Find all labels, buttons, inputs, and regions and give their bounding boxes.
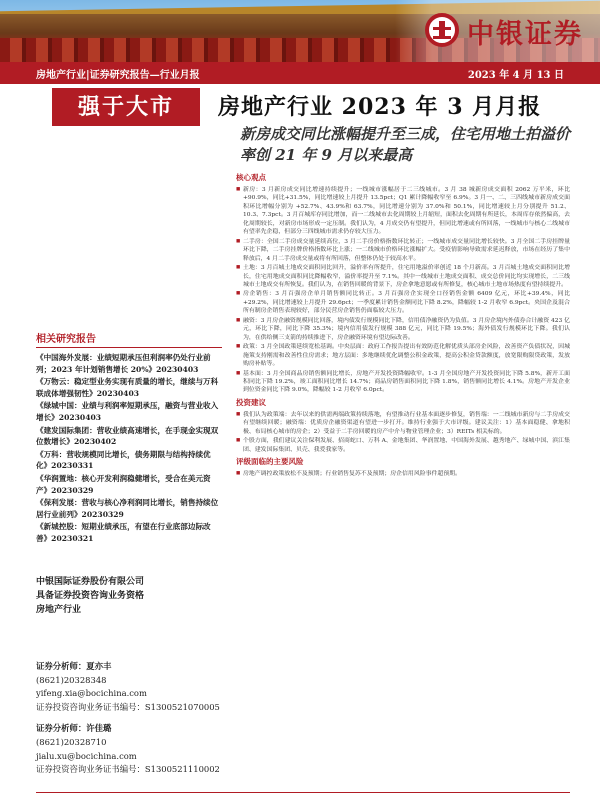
left-column [36, 330, 222, 546]
core-paragraph: ■ 政策：3 月全国政策延续宽松基调。中央层面：政府工作报告提出有效防范化解优质头部房企风险，改善资产负债状况，因城施策支持刚需和改善性住房需求；地方层面：多地继续优化调整公积金政策，提高公积金贷款额度，放宽限购限贷政策，发放购房补贴等。 [236, 343, 570, 368]
footer-divider [36, 792, 570, 793]
report-date: 2023 年 4 月 13 日 [467, 70, 564, 81]
core-paragraph: ■ 基本面：3 月全国商品房销售额同比增长，房地产开发投资降幅收窄。1-3 月全国房地产开发投资同比下降 5.8%，新开工面积同比下降 19.2%，竣工面积同比增长 14.7%；商品房销售面积同比下降 1.8%，销售额同比增长 4.1%。房地产开发企业到位资金同比下降 9.0%，降幅较 1-2 月收窄 6.0pct。 [236, 370, 570, 395]
company-sector: 房地产行业 [36, 605, 82, 615]
related-report[interactable]: 《中国海外发展：业绩短期承压但利润率仍处行业前列；2023 年计划销售增长 20%》20230403 [36, 353, 211, 374]
analyst-info [36, 660, 222, 777]
invest-paragraph: ■ 个股方面，我们建议关注保利发展、招商蛇口、万科 A、金地集团、华润置地、中国海外发展、越秀地产、绿城中国、滨江集团、建发国际集团、贝壳、我爱我家等。 [236, 437, 570, 454]
related-report[interactable]: 《绿城中国：业绩与利润率短期承压，融资与营业收入增长》20230403 [36, 401, 219, 422]
analyst-cert: 证券投资咨询业务证书编号：S1300521070005 [36, 701, 220, 712]
risk-heading: 评级面临的主要风险 [236, 457, 304, 467]
related-report[interactable]: 《建发国际集团：营收业绩高速增长，在手现金实现双位数增长》20230402 [36, 425, 219, 447]
analyst-name: 证券分析师：许佳璐 [36, 723, 112, 734]
risk-body [236, 470, 570, 478]
core-view-heading: 核心观点 [236, 173, 266, 182]
core-paragraph: ■ 二手房：全国二手房成交量延续高位，3 月二手房价格指数环比转正；一线城市成交量同比增长较快。3 月全国二手房挂牌量环比下降，二手房挂牌价格指数环比上涨；一二线城市价格环比涨幅扩大。受疫情影响导致需求延迟释放，市场在经历了集中释放后，4 月二手房成交量或将有所回落，但整体仍处于较高水平。 [236, 238, 570, 263]
invest-paragraph: ■ 我们认为政策端：去年以来的供需两端政策持续落地，有望推动行业基本面逐步修复，销售端：一二线城市新房与二手房成交有望继续回暖；融资端：优质房企融资渠道有望进一步打开。维持行业强于大市评级。建议关注：1）基本面稳健、拿地积极、布局核心城市的房企；2）受益于二手房回暖的房产中介与物业管理企业；3）REITs 相关标的。 [236, 411, 570, 436]
report-subtitle: 新房成交同比涨幅提升至三成，住宅用地土拍溢价率创 21 年 9 月以来最高 [240, 125, 571, 164]
category-strip [0, 62, 600, 84]
related-reports-heading: 相关研究报告 [36, 330, 222, 348]
analyst-name: 证券分析师：夏亦丰 [36, 661, 112, 671]
company-qualification: 具备证券投资咨询业务资格 [36, 591, 145, 601]
related-report[interactable]: 《万科：营收规模同比增长，债务期限与结构持续优化》20230331 [36, 449, 211, 471]
header-banner [0, 0, 600, 62]
analyst-phone: (8621)20328348 [36, 674, 107, 685]
analyst-phone: (8621)20328710 [36, 736, 107, 747]
analyst-cert: 证券投资咨询业务证书编号：S1300521110002 [36, 764, 220, 775]
analyst-email[interactable]: yifeng.xia@bocichina.com [36, 688, 147, 699]
analyst-email[interactable]: jialu.xu@bocichina.com [36, 750, 137, 761]
report-category: 房地产行业|证券研究报告—行业月报 [36, 70, 200, 81]
core-paragraph: ■ 融资：3 月房企融资规模同比回落，境内债发行规模同比下降，信用债净融资仍为负值。3 月房企境内外债券合计融资 423 亿元，环比下降，同比下降 35.3%；境内信用债发行规模 388 亿元，同比下降 19.5%；海外债发行规模环比下降。我们认为，在供给侧三支箭的持续推进下，房企融资环境有望边际改善。 [236, 317, 570, 342]
boc-logo-icon [425, 13, 459, 47]
core-view-body [236, 186, 570, 395]
related-report[interactable]: 《万物云：稳定型业务实现有质量的增长，继续与万科联成体增强韧性》20230403 [36, 377, 219, 398]
risk-paragraph: ■ 房地产调控政策放松不及预期；行业销售复苏不及预期；房企信用风险事件超预期。 [236, 470, 570, 478]
related-report[interactable]: 《新城控股：短期业绩承压，有望在行业底部边际改善》20230321 [36, 522, 211, 543]
brand-name: 中银证券 [467, 19, 583, 50]
brand-logo [395, 0, 600, 62]
core-paragraph: ■ 新房：3 月新房成交同比增速持续提升；一线城市涨幅居于二三线城市。3 月 38 城新房成交面积 2062 万平米，环比+90.9%，同比+31.5%，同比增速较上月提升 13.5pct；Q1 累计降幅收窄至 6.9%。3 月一、二、三四线城市新房成交面积环比增幅分别为 +52.7%、43.9%和 63.7%，同比增速分别为 37.0%和 50.1%，同比增速较上月分别提升 51.2、10.3、7.3pct。3 月百城库存同比增加，而一二线城市去化周期较上月缩短，面积去化周期有所延长，本周库存依然偏高，去化周期较长，对新房市场形成一定压制。我们认为，4 月成交仍有望提升，但同比增速或有所回落，一线城市与核心二线城市有望率先企稳，但部分三四线城市需求仍存较大压力。 [236, 186, 570, 237]
company-name: 中银国际证券股份有限公司 [36, 577, 145, 587]
related-report[interactable]: 《华润置地：核心开发利润稳健增长，受合在美元资产》20230329 [36, 473, 211, 495]
investment-advice-heading: 投资建议 [236, 397, 266, 407]
report-title: 房地产行业 2023 年 3 月月报 [218, 94, 542, 120]
core-paragraph: ■ 土地：3 月百城土地成交面积同比回升，溢价率有所提升，住宅用地溢价率创近 18 个月新高。3 月百城土地成交面积同比增长，住宅用地成交面积同比降幅收窄，溢价率提升至 7.1%。其中一线城市土地成交面积、成交总价同比均实现增长，二三线城市土地成交有所恢复。我们认为，在销售回暖的背景下，房企拿地意愿或有所修复，核心城市土地市场热度有望持续提升。 [236, 264, 570, 289]
core-paragraph: ■ 房企销售：3 月百强房企单月销售额同比转正。3 月百强房企实现全口径销售金额 6409 亿元，环比+39.4%，同比+29.2%，同比增速较上月提升 29.6pct；一季度累计销售金额同比下降 8.2%，降幅较 1-2 月收窄 6.9pct。央国企及混合所有制房企销售表现较好，部分民营房企销售仍面临较大压力。 [236, 290, 570, 315]
investment-advice-body [236, 411, 570, 454]
related-report[interactable]: 《保利发展：营收与核心净利润同比增长，销售持续位居行业前列》20230329 [36, 498, 219, 519]
rating-badge: 强于大市 [52, 88, 200, 126]
company-info [36, 575, 222, 617]
right-column [236, 170, 570, 480]
